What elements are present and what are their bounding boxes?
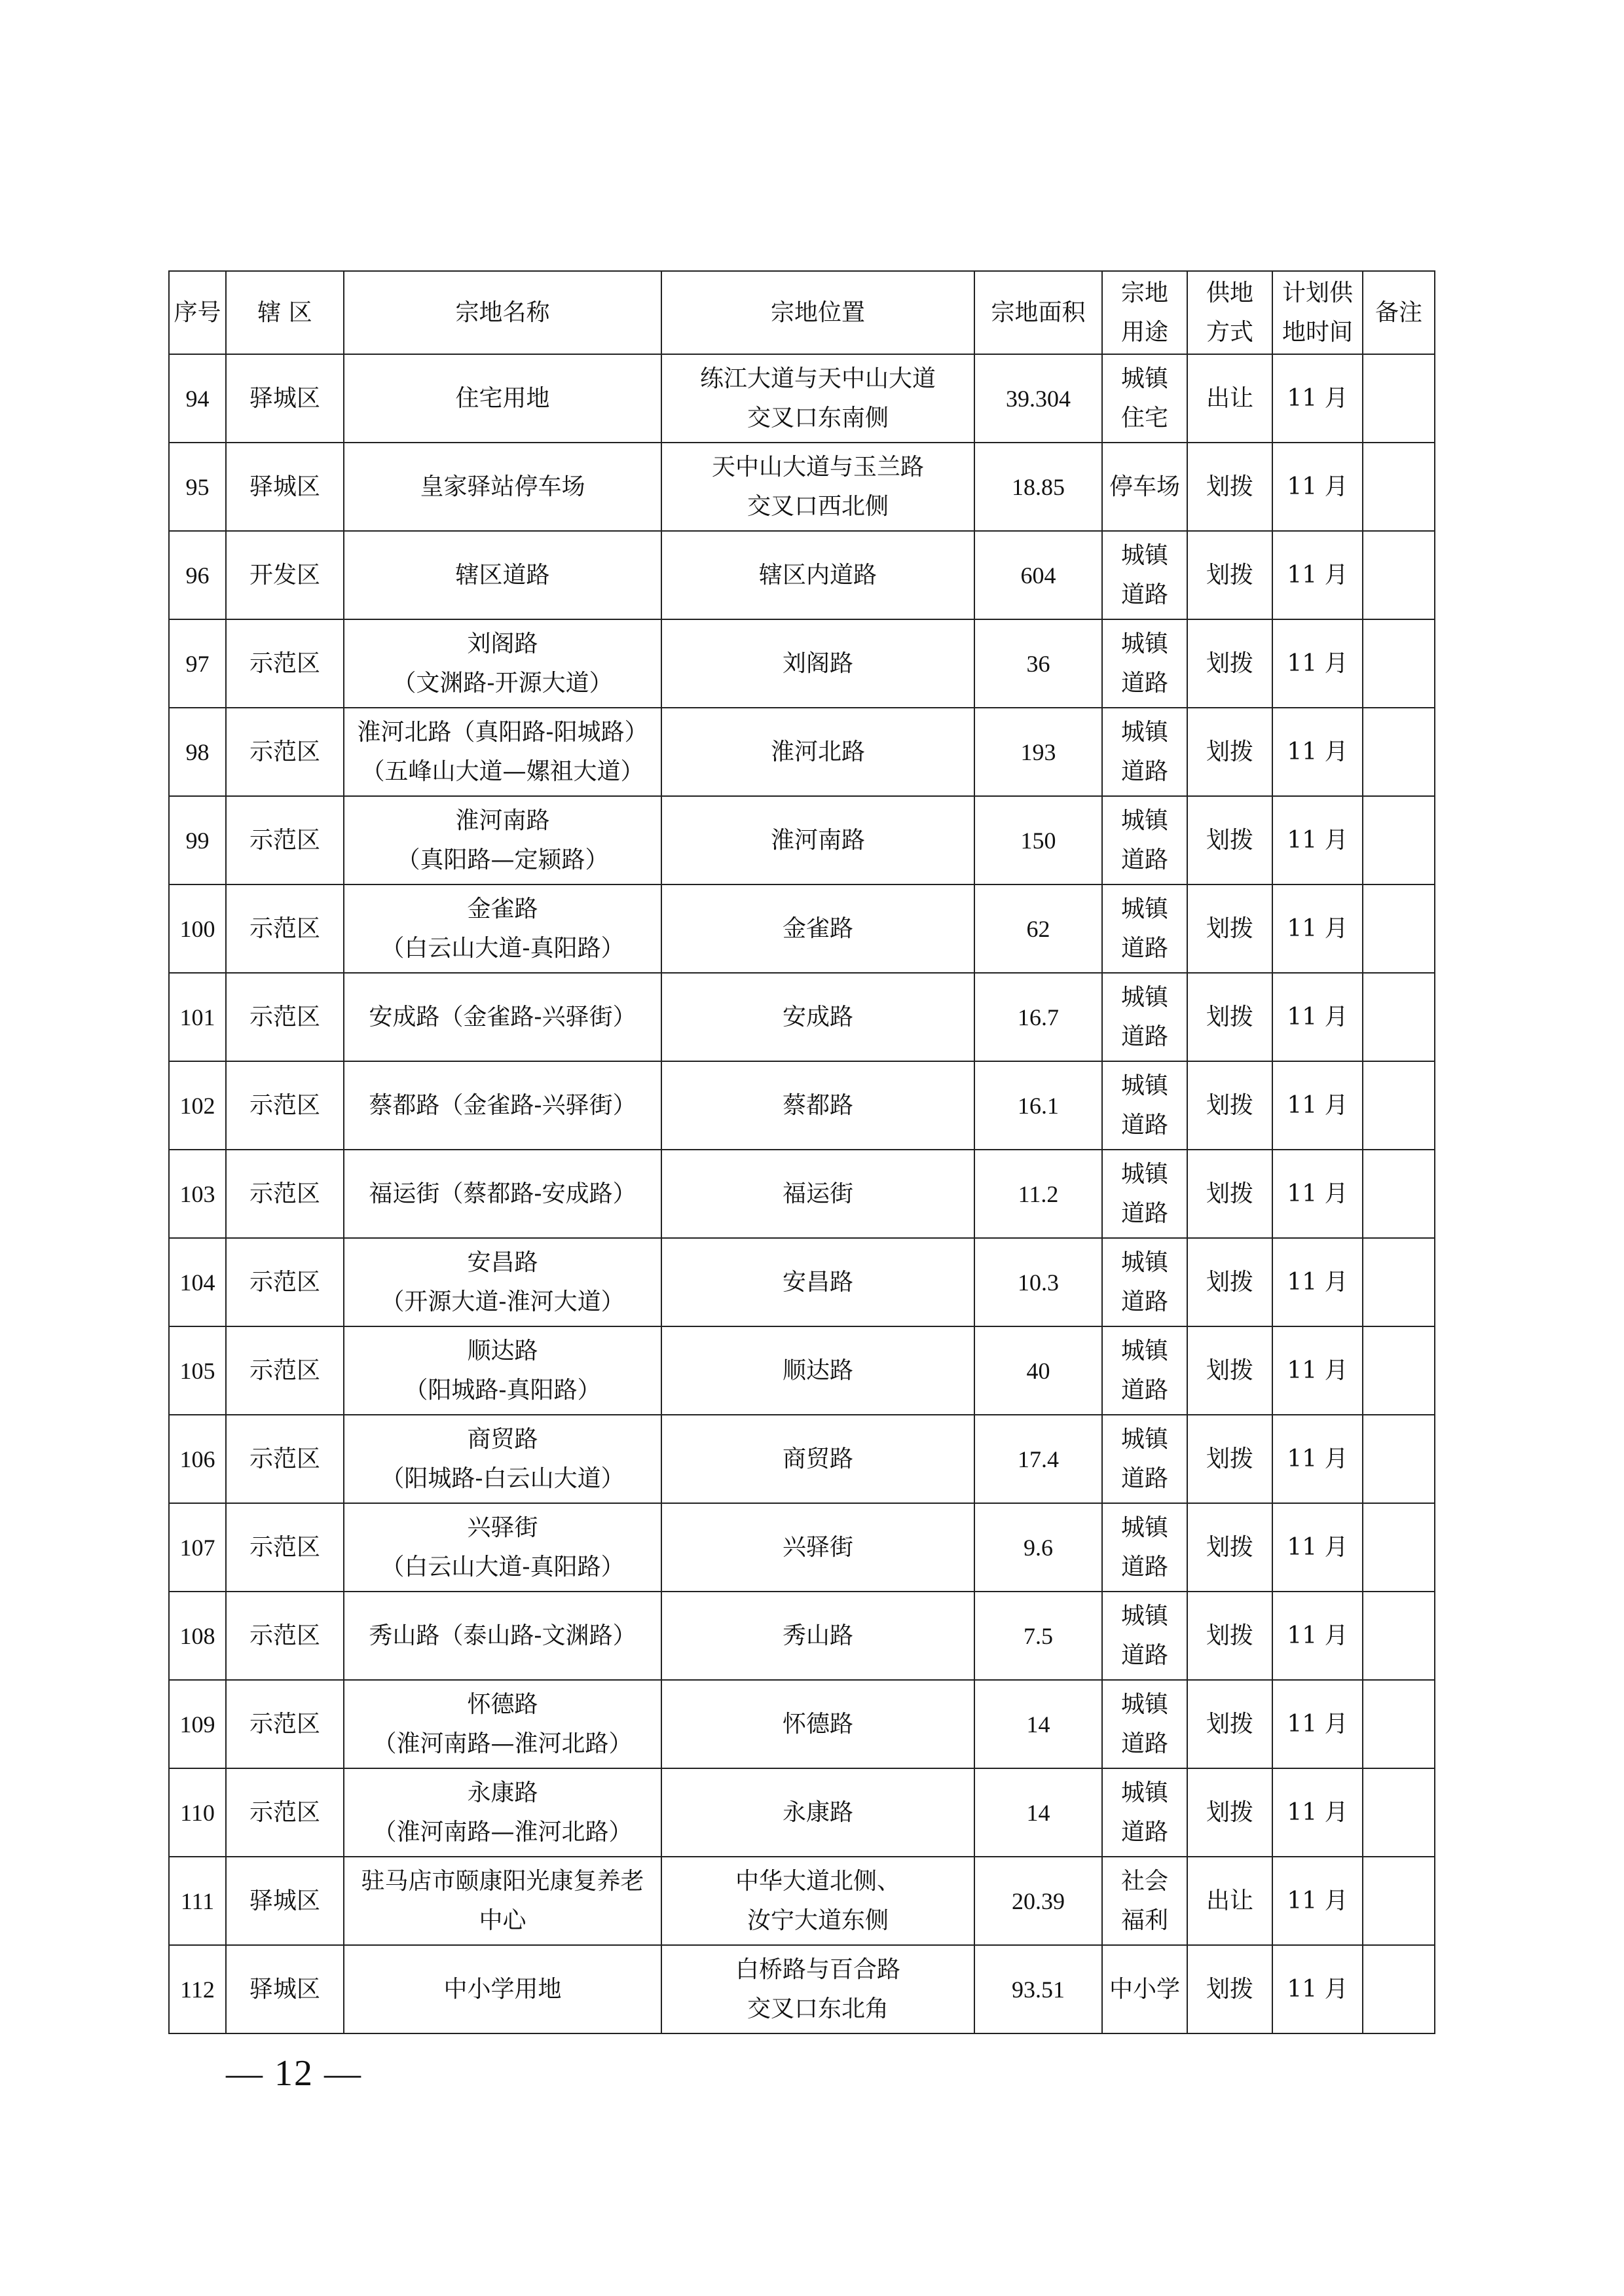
cell-district: 示范区: [226, 619, 344, 708]
header-district: 辖 区: [226, 271, 344, 354]
cell-use: 中小学: [1102, 1945, 1187, 2033]
cell-time: 11 月: [1272, 1503, 1363, 1592]
cell-seq: 112: [169, 1945, 226, 2033]
cell-use: 城镇 道路: [1102, 1326, 1187, 1415]
cell-district: 示范区: [226, 1680, 344, 1768]
cell-district: 示范区: [226, 1150, 344, 1238]
cell-supply: 划拨: [1187, 619, 1272, 708]
cell-area: 11.2: [974, 1150, 1102, 1238]
cell-use: 城镇 道路: [1102, 796, 1187, 884]
cell-district: 驿城区: [226, 354, 344, 443]
cell-supply: 出让: [1187, 354, 1272, 443]
header-row: [169, 271, 1435, 354]
land-supply-table: [168, 270, 1435, 2034]
cell-note: [1363, 1150, 1435, 1238]
cell-note: [1363, 1326, 1435, 1415]
cell-seq: 99: [169, 796, 226, 884]
cell-area: 36: [974, 619, 1102, 708]
cell-location: 淮河南路: [661, 796, 974, 884]
cell-seq: 100: [169, 884, 226, 973]
cell-location: 白桥路与百合路 交叉口东北角: [661, 1945, 974, 2033]
table-row: [169, 1415, 1435, 1503]
cell-district: 示范区: [226, 1061, 344, 1150]
cell-district: 驿城区: [226, 1945, 344, 2033]
cell-name: 福运街（蔡都路-安成路）: [344, 1150, 661, 1238]
cell-time: 11 月: [1272, 619, 1363, 708]
cell-use: 城镇 道路: [1102, 1415, 1187, 1503]
cell-supply: 划拨: [1187, 1061, 1272, 1150]
cell-supply: 划拨: [1187, 1503, 1272, 1592]
cell-use: 城镇 道路: [1102, 1150, 1187, 1238]
cell-location: 辖区内道路: [661, 531, 974, 619]
cell-district: 示范区: [226, 1592, 344, 1680]
table-row: [169, 354, 1435, 443]
cell-supply: 出让: [1187, 1857, 1272, 1945]
cell-area: 93.51: [974, 1945, 1102, 2033]
cell-area: 604: [974, 531, 1102, 619]
cell-name: 怀德路 （淮河南路—淮河北路）: [344, 1680, 661, 1768]
cell-note: [1363, 1945, 1435, 2033]
cell-supply: 划拨: [1187, 1415, 1272, 1503]
header-name: 宗地名称: [344, 271, 661, 354]
cell-name: 住宅用地: [344, 354, 661, 443]
header-area: 宗地面积: [974, 271, 1102, 354]
cell-name: 永康路 （淮河南路—淮河北路）: [344, 1768, 661, 1857]
cell-time: 11 月: [1272, 708, 1363, 796]
header-seq: 序号: [169, 271, 226, 354]
cell-area: 62: [974, 884, 1102, 973]
cell-area: 39.304: [974, 354, 1102, 443]
cell-use: 社会 福利: [1102, 1857, 1187, 1945]
cell-seq: 97: [169, 619, 226, 708]
cell-district: 驿城区: [226, 1857, 344, 1945]
table-row: [169, 1238, 1435, 1326]
cell-use: 城镇 道路: [1102, 1768, 1187, 1857]
cell-time: 11 月: [1272, 796, 1363, 884]
cell-use: 城镇 道路: [1102, 1061, 1187, 1150]
page-number: — 12 —: [226, 2053, 362, 2094]
cell-use: 城镇 道路: [1102, 619, 1187, 708]
table-row: [169, 1592, 1435, 1680]
table-row: [169, 443, 1435, 531]
cell-area: 18.85: [974, 443, 1102, 531]
cell-time: 11 月: [1272, 354, 1363, 443]
cell-note: [1363, 884, 1435, 973]
cell-district: 示范区: [226, 1415, 344, 1503]
cell-supply: 划拨: [1187, 1768, 1272, 1857]
cell-district: 开发区: [226, 531, 344, 619]
cell-location: 中华大道北侧、 汝宁大道东侧: [661, 1857, 974, 1945]
cell-area: 9.6: [974, 1503, 1102, 1592]
cell-name: 中小学用地: [344, 1945, 661, 2033]
table-row: [169, 619, 1435, 708]
cell-name: 皇家驿站停车场: [344, 443, 661, 531]
cell-name: 兴驿街 （白云山大道-真阳路）: [344, 1503, 661, 1592]
cell-seq: 95: [169, 443, 226, 531]
cell-use: 城镇 道路: [1102, 1238, 1187, 1326]
cell-time: 11 月: [1272, 1857, 1363, 1945]
cell-time: 11 月: [1272, 531, 1363, 619]
cell-use: 城镇 道路: [1102, 973, 1187, 1061]
cell-note: [1363, 354, 1435, 443]
cell-location: 永康路: [661, 1768, 974, 1857]
table-row: [169, 884, 1435, 973]
cell-district: 示范区: [226, 1503, 344, 1592]
cell-supply: 划拨: [1187, 1945, 1272, 2033]
cell-seq: 111: [169, 1857, 226, 1945]
cell-name: 刘阁路 （文渊路-开源大道）: [344, 619, 661, 708]
cell-seq: 103: [169, 1150, 226, 1238]
header-location: 宗地位置: [661, 271, 974, 354]
cell-time: 11 月: [1272, 443, 1363, 531]
cell-area: 7.5: [974, 1592, 1102, 1680]
cell-name: 安昌路 （开源大道-淮河大道）: [344, 1238, 661, 1326]
cell-district: 示范区: [226, 708, 344, 796]
cell-supply: 划拨: [1187, 1680, 1272, 1768]
cell-seq: 107: [169, 1503, 226, 1592]
cell-note: [1363, 796, 1435, 884]
cell-area: 16.7: [974, 973, 1102, 1061]
cell-time: 11 月: [1272, 884, 1363, 973]
cell-use: 城镇 道路: [1102, 708, 1187, 796]
cell-use: 城镇 道路: [1102, 1592, 1187, 1680]
cell-supply: 划拨: [1187, 708, 1272, 796]
table-row: [169, 1857, 1435, 1945]
cell-location: 商贸路: [661, 1415, 974, 1503]
table-row: [169, 1503, 1435, 1592]
cell-seq: 94: [169, 354, 226, 443]
cell-note: [1363, 1592, 1435, 1680]
cell-time: 11 月: [1272, 1415, 1363, 1503]
cell-district: 示范区: [226, 1326, 344, 1415]
cell-district: 示范区: [226, 796, 344, 884]
cell-area: 40: [974, 1326, 1102, 1415]
cell-name: 蔡都路（金雀路-兴驿街）: [344, 1061, 661, 1150]
cell-location: 淮河北路: [661, 708, 974, 796]
cell-note: [1363, 619, 1435, 708]
cell-note: [1363, 1415, 1435, 1503]
cell-time: 11 月: [1272, 1061, 1363, 1150]
cell-name: 淮河北路（真阳路-阳城路） （五峰山大道—嫘祖大道）: [344, 708, 661, 796]
cell-name: 商贸路 （阳城路-白云山大道）: [344, 1415, 661, 1503]
cell-note: [1363, 708, 1435, 796]
cell-supply: 划拨: [1187, 884, 1272, 973]
cell-note: [1363, 1061, 1435, 1150]
cell-location: 蔡都路: [661, 1061, 974, 1150]
cell-name: 顺达路 （阳城路-真阳路）: [344, 1326, 661, 1415]
cell-supply: 划拨: [1187, 1592, 1272, 1680]
cell-supply: 划拨: [1187, 1150, 1272, 1238]
cell-note: [1363, 1238, 1435, 1326]
cell-location: 天中山大道与玉兰路 交叉口西北侧: [661, 443, 974, 531]
table-row: [169, 796, 1435, 884]
header-supply: 供地 方式: [1187, 271, 1272, 354]
cell-time: 11 月: [1272, 1945, 1363, 2033]
cell-area: 16.1: [974, 1061, 1102, 1150]
cell-note: [1363, 1857, 1435, 1945]
cell-location: 金雀路: [661, 884, 974, 973]
cell-time: 11 月: [1272, 1680, 1363, 1768]
cell-use: 城镇 道路: [1102, 884, 1187, 973]
cell-district: 示范区: [226, 884, 344, 973]
table-row: [169, 1680, 1435, 1768]
table-row: [169, 1061, 1435, 1150]
cell-name: 淮河南路 （真阳路—定颍路）: [344, 796, 661, 884]
cell-time: 11 月: [1272, 1150, 1363, 1238]
cell-time: 11 月: [1272, 1592, 1363, 1680]
cell-area: 14: [974, 1768, 1102, 1857]
cell-name: 安成路（金雀路-兴驿街）: [344, 973, 661, 1061]
cell-district: 示范区: [226, 973, 344, 1061]
table-row: [169, 708, 1435, 796]
cell-note: [1363, 973, 1435, 1061]
cell-note: [1363, 531, 1435, 619]
cell-location: 顺达路: [661, 1326, 974, 1415]
cell-area: 150: [974, 796, 1102, 884]
cell-time: 11 月: [1272, 1326, 1363, 1415]
header-note: 备注: [1363, 271, 1435, 354]
cell-note: [1363, 1503, 1435, 1592]
cell-note: [1363, 1768, 1435, 1857]
cell-supply: 划拨: [1187, 796, 1272, 884]
header-use: 宗地 用途: [1102, 271, 1187, 354]
cell-supply: 划拨: [1187, 531, 1272, 619]
cell-location: 秀山路: [661, 1592, 974, 1680]
cell-location: 怀德路: [661, 1680, 974, 1768]
cell-time: 11 月: [1272, 1238, 1363, 1326]
header-time: 计划供 地时间: [1272, 271, 1363, 354]
table-row: [169, 1326, 1435, 1415]
cell-note: [1363, 1680, 1435, 1768]
cell-use: 城镇 道路: [1102, 1680, 1187, 1768]
table-row: [169, 1945, 1435, 2033]
cell-location: 兴驿街: [661, 1503, 974, 1592]
cell-area: 20.39: [974, 1857, 1102, 1945]
cell-time: 11 月: [1272, 1768, 1363, 1857]
cell-supply: 划拨: [1187, 1238, 1272, 1326]
cell-name: 辖区道路: [344, 531, 661, 619]
cell-district: 驿城区: [226, 443, 344, 531]
cell-location: 练江大道与天中山大道 交叉口东南侧: [661, 354, 974, 443]
cell-note: [1363, 443, 1435, 531]
cell-area: 10.3: [974, 1238, 1102, 1326]
cell-seq: 108: [169, 1592, 226, 1680]
cell-location: 安昌路: [661, 1238, 974, 1326]
cell-area: 14: [974, 1680, 1102, 1768]
table-row: [169, 1768, 1435, 1857]
cell-supply: 划拨: [1187, 1326, 1272, 1415]
cell-use: 城镇 道路: [1102, 531, 1187, 619]
cell-name: 驻马店市颐康阳光康复养老 中心: [344, 1857, 661, 1945]
cell-seq: 106: [169, 1415, 226, 1503]
cell-seq: 98: [169, 708, 226, 796]
table-row: [169, 1150, 1435, 1238]
cell-seq: 104: [169, 1238, 226, 1326]
cell-district: 示范区: [226, 1768, 344, 1857]
cell-use: 停车场: [1102, 443, 1187, 531]
cell-use: 城镇 住宅: [1102, 354, 1187, 443]
cell-supply: 划拨: [1187, 973, 1272, 1061]
cell-supply: 划拨: [1187, 443, 1272, 531]
table-row: [169, 531, 1435, 619]
cell-location: 福运街: [661, 1150, 974, 1238]
cell-name: 秀山路（泰山路-文渊路）: [344, 1592, 661, 1680]
cell-district: 示范区: [226, 1238, 344, 1326]
cell-area: 193: [974, 708, 1102, 796]
cell-name: 金雀路 （白云山大道-真阳路）: [344, 884, 661, 973]
table-row: [169, 973, 1435, 1061]
cell-seq: 110: [169, 1768, 226, 1857]
cell-seq: 101: [169, 973, 226, 1061]
cell-location: 刘阁路: [661, 619, 974, 708]
cell-location: 安成路: [661, 973, 974, 1061]
cell-area: 17.4: [974, 1415, 1102, 1503]
cell-use: 城镇 道路: [1102, 1503, 1187, 1592]
cell-seq: 105: [169, 1326, 226, 1415]
cell-seq: 109: [169, 1680, 226, 1768]
cell-seq: 102: [169, 1061, 226, 1150]
cell-time: 11 月: [1272, 973, 1363, 1061]
cell-seq: 96: [169, 531, 226, 619]
